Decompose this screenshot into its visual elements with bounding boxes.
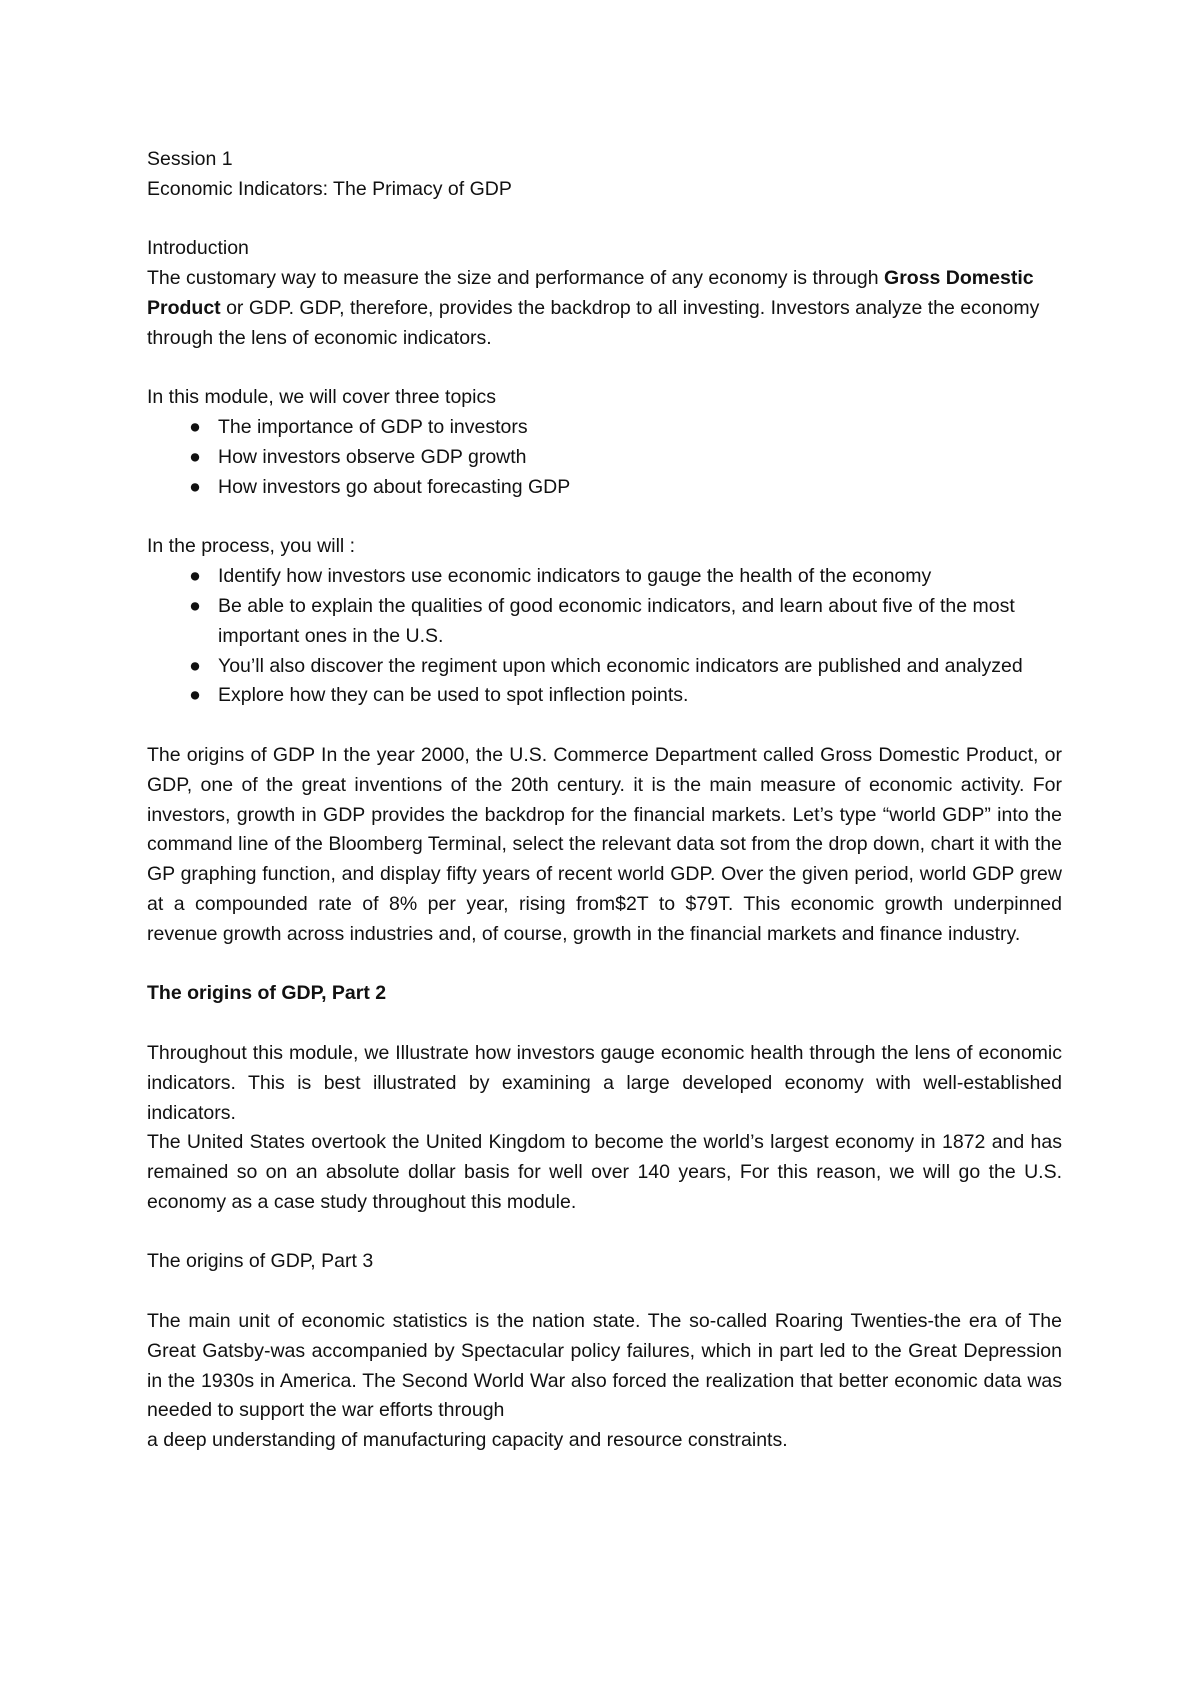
topics-list [147, 413, 1062, 502]
session-title: Economic Indicators: The Primacy of GDP [147, 177, 512, 200]
list-item-text: The importance of GDP to investors [218, 416, 528, 439]
session-label: Session 1 [147, 148, 233, 170]
list-item [147, 443, 1062, 473]
document-page [147, 145, 1062, 1456]
part3-heading: The origins of GDP, Part 3 [147, 1250, 374, 1273]
part3-paragraph: The main unit of economic statistics is the nation state. The so-called Roaring Twenties-the era of The Great Gatsby-was accompanied by Spectacular policy failures, which in part led to the Great Depression in the 1930s in America. The Second World War also forced the realization that better economic data was needed to support the war efforts through [147, 1310, 1062, 1422]
part3-paragraph-last-line: a deep understanding of manufacturing capacity and resource constraints. [147, 1429, 788, 1452]
list-item-text: Identify how investors use economic indicators to gauge the health of the economy [218, 565, 932, 588]
list-item [147, 681, 1062, 711]
bullet-icon: ● [189, 594, 201, 617]
topics-lead: In this module, we will cover three topics [147, 386, 496, 409]
list-item [147, 413, 1062, 443]
list-item [147, 592, 1062, 652]
origins-paragraph: The origins of GDP In the year 2000, the U.S. Commerce Department called Gross Domestic Product, or GDP, one of the great inventions of the 20th century. it is the main measure of economic activity. For investors, growth in GDP provides the backdrop for the financial markets. Let’s type “world GDP” into the command line of the Bloomberg Terminal, select the relevant data sot from the drop down, chart it with the GP graphing function, and display fifty years of recent world GDP. Over the given period, world GDP grew at a compounded rate of 8% per year, rising from$2T to $79T. This economic growth underpinned revenue growth across industries and, of course, growth in the financial markets and finance industry. [147, 743, 1062, 945]
list-item [147, 473, 1062, 503]
bullet-icon: ● [189, 475, 201, 498]
introduction-text-start: The customary way to measure the size and performance of any economy is through [147, 267, 885, 290]
introduction-text-end: or GDP. GDP, therefore, provides the backdrop to all investing. Investors analyze the economy through the lens of economic indicators. [147, 296, 1040, 349]
spacer [147, 205, 1062, 235]
list-item-text: How investors observe GDP growth [218, 445, 527, 468]
list-item [147, 652, 1062, 682]
part2-paragraph-1: Throughout this module, we Illustrate how investors gauge economic health through the lens of economic indicators. This is best illustrated by examining a large developed economy with well-established indicators. [147, 1041, 1062, 1124]
list-item-text: Explore how they can be used to spot inflection points. [218, 684, 689, 707]
bullet-icon: ● [189, 684, 201, 707]
introduction-paragraph [147, 264, 1062, 353]
introduction-heading: Introduction [147, 237, 249, 260]
spacer [147, 503, 1062, 533]
part2-paragraph-2: The United States overtook the United Kingdom to become the world’s largest economy in 1872 and has remained so on an absolute dollar basis for well over 140 years, For this reason, we will go the U.S. economy as a case study throughout this module. [147, 1131, 1062, 1213]
bullet-icon: ● [189, 654, 201, 677]
list-item-text: Be able to explain the qualities of good economic indicators, and learn about five of the most important ones in the U.S. [218, 594, 1015, 647]
bullet-icon: ● [189, 416, 201, 439]
spacer [147, 1009, 1062, 1039]
process-lead: In the process, you will : [147, 535, 356, 558]
introduction-bold-term: Gross Domestic Product [147, 267, 1034, 319]
process-list [147, 562, 1062, 711]
list-item [147, 562, 1062, 592]
spacer [147, 950, 1062, 980]
spacer [147, 1277, 1062, 1307]
spacer [147, 711, 1062, 741]
bullet-icon: ● [189, 565, 201, 588]
bullet-icon: ● [189, 445, 201, 468]
list-item-text: How investors go about forecasting GDP [218, 475, 571, 498]
part2-heading: The origins of GDP, Part 2 [147, 982, 387, 1005]
spacer [147, 354, 1062, 384]
spacer [147, 1218, 1062, 1248]
list-item-text: You’ll also discover the regiment upon which economic indicators are published and analyzed [218, 654, 1023, 677]
